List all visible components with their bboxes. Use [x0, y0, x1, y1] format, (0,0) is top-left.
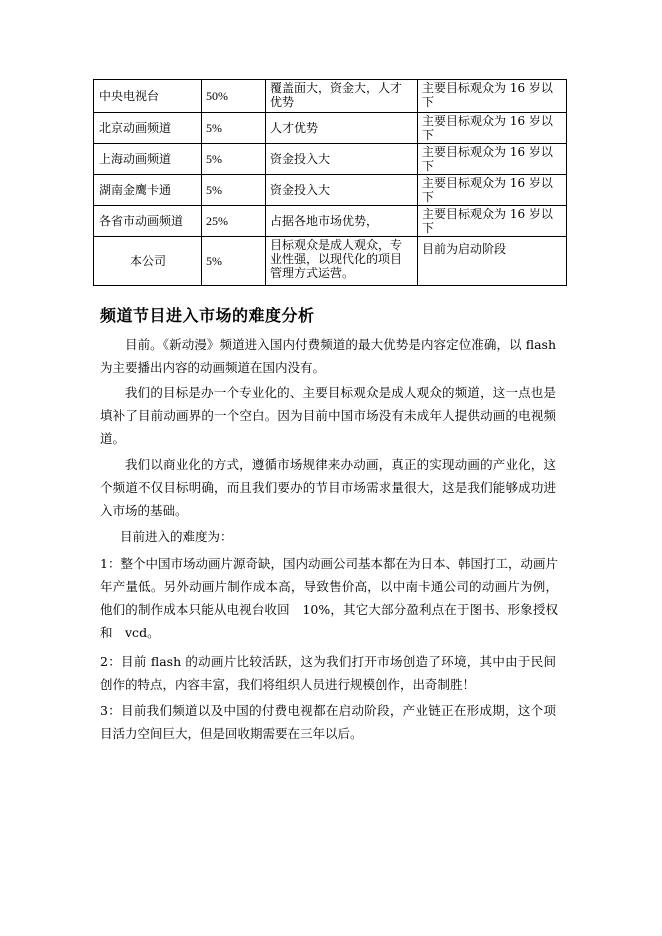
- paragraph: 我们的目标是办一个专业化的、主要目标观众是成人观众的频道，这一点也是填补了目前动画界的一个空白。因为目前中国市场没有未成年人提供动画的电视频道。: [100, 385, 556, 446]
- paragraph: 1：整个中国市场动画片源奇缺，国内动画公司基本都在为日本、韩国打工，动画片年产量低。另外动画片制作成本高，导致售价高，以中南卡通公司的动画片为例，他们的制作成本只能从电视台收回 10%，其它大部分盈利点在于图书、形象授权和 vcd。: [100, 556, 558, 640]
- paragraph: 2：目前 flash 的动画片比较活跃，这为我们打开市场创造了环境，其中由于民间创作的特点，内容丰富，我们将组织人员进行规模创作，出奇制胜！: [100, 654, 556, 692]
- target-audience-cell: 主要目标观众为 16 岁以下: [418, 175, 567, 206]
- channel-name-cell: 中央电视台: [94, 80, 202, 113]
- paragraph: 目前进入的难度为：: [120, 529, 233, 544]
- market-share-cell: 5%: [202, 113, 266, 144]
- target-audience-cell: 主要目标观众为 16 岁以下: [418, 144, 567, 175]
- section-heading: 频道节目进入市场的难度分析: [100, 306, 315, 325]
- target-audience-cell: 主要目标观众为 16 岁以下: [418, 80, 567, 113]
- table-row: [94, 144, 567, 175]
- channel-name-cell: 各省市动画频道: [94, 206, 202, 237]
- channel-name-cell: 湖南金鹰卡通: [94, 175, 202, 206]
- market-share-cell: 5%: [202, 144, 266, 175]
- market-share-cell: 25%: [202, 206, 266, 237]
- channel-name-cell: 本公司: [94, 237, 202, 286]
- paragraph: 我们以商业化的方式，遵循市场规律来办动画，真正的实现动画的产业化，这个频道不仅目标明确，而且我们要办的节目市场需求量很大，这是我们能够成功进入市场的基础。: [100, 457, 556, 518]
- target-audience-cell: 目前为启动阶段: [418, 237, 567, 286]
- advantage-cell: 资金投入大: [266, 175, 418, 206]
- paragraph: 目前。《新动漫》频道进入国内付费频道的最大优势是内容定位准确，以 flash 为主要播出内容的动画频道在国内没有。: [100, 337, 556, 375]
- target-audience-cell: 主要目标观众为 16 岁以下: [418, 206, 567, 237]
- advantage-cell: 目标观众是成人观众，专业性强，以现代化的项目管理方式运营。: [266, 237, 418, 286]
- channel-name-cell: 北京动画频道: [94, 113, 202, 144]
- table-row: [94, 80, 567, 113]
- table-row: [94, 206, 567, 237]
- channel-comparison-table: [93, 79, 567, 286]
- table-row: [94, 113, 567, 144]
- market-share-cell: 5%: [202, 175, 266, 206]
- advantage-cell: 占据各地市场优势，: [266, 206, 418, 237]
- advantage-cell: 覆盖面大，资金大，人才优势: [266, 80, 418, 113]
- target-audience-cell: 主要目标观众为 16 岁以下: [418, 113, 567, 144]
- advantage-cell: 人才优势: [266, 113, 418, 144]
- paragraph: 3：目前我们频道以及中国的付费电视都在启动阶段，产业链正在形成期，这个项目活力空间巨大，但是回收期需要在三年以后。: [100, 703, 556, 741]
- table-row: [94, 175, 567, 206]
- market-share-cell: 5%: [202, 237, 266, 286]
- market-share-cell: 50%: [202, 80, 266, 113]
- channel-name-cell: 上海动画频道: [94, 144, 202, 175]
- table-row: [94, 237, 567, 286]
- advantage-cell: 资金投入大: [266, 144, 418, 175]
